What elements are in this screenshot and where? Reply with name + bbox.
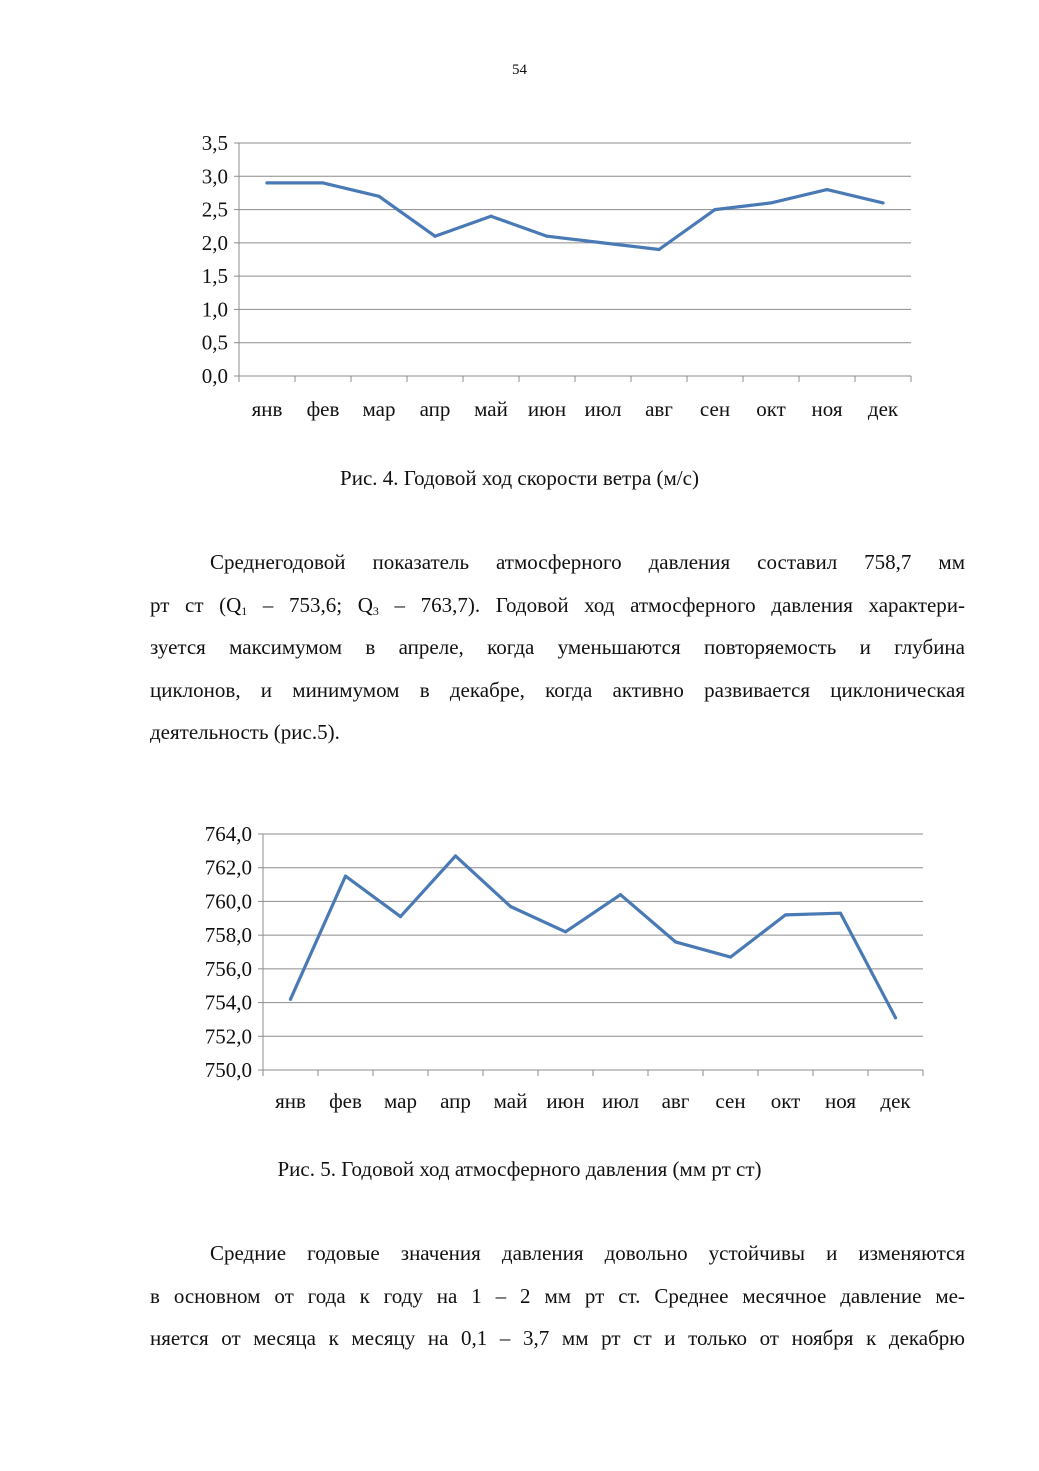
data-point [619, 893, 622, 896]
figure-4-caption: Рис. 4. Годовой ход скорости ветра (м/с) [340, 466, 699, 490]
x-tick-label: окт [756, 397, 786, 421]
y-tick-label: 754,0 [204, 990, 252, 1015]
x-tick-label: дек [867, 397, 899, 421]
y-tick-label: 764,0 [204, 822, 252, 846]
y-tick-label: 2,5 [201, 197, 228, 222]
data-point [729, 955, 732, 958]
data-point [839, 912, 842, 915]
wind-speed-chart [0, 0, 1039, 440]
y-tick-label: 762,0 [204, 855, 252, 880]
data-point [321, 181, 324, 184]
x-tick-label: июл [584, 397, 622, 421]
paragraph-line [150, 1232, 965, 1275]
y-tick-label: 0,5 [201, 330, 228, 355]
x-tick-label: ноя [811, 397, 843, 421]
figure-5-caption: Рис. 5. Годовой ход атмосферного давления (мм рт ст) [277, 1157, 762, 1181]
x-tick-label: мар [384, 1089, 417, 1113]
x-tick-label: фев [306, 397, 340, 421]
x-tick-label: июн [546, 1089, 585, 1113]
paragraph-text: в основном от года к году на 1 – 2 мм рт ст. Среднее месячное давление ме- [150, 1283, 965, 1308]
x-tick-label: апр [419, 397, 451, 421]
y-tick-label: 750,0 [204, 1058, 252, 1082]
y-tick-label: 3,5 [201, 131, 228, 155]
y-tick-label: 1,5 [201, 264, 228, 289]
x-tick-label: янв [275, 1089, 306, 1113]
paragraph-line [150, 584, 965, 627]
data-point [713, 208, 716, 211]
paragraph-line [150, 1275, 965, 1318]
y-tick-label: 1,0 [201, 297, 228, 322]
pressure-chart-svg [0, 780, 1039, 1140]
x-tick-label: окт [770, 1089, 801, 1113]
x-tick-label: сен [715, 1089, 746, 1113]
y-tick-label: 2,0 [201, 230, 228, 255]
data-point [564, 930, 567, 933]
paragraph-pressure-summary [150, 541, 965, 754]
x-tick-label: июл [602, 1089, 639, 1113]
pressure-chart [0, 780, 1039, 1140]
y-tick-label: 756,0 [204, 956, 252, 981]
paragraph-line [150, 626, 965, 669]
data-point [545, 235, 548, 238]
x-tick-label: фев [329, 1089, 362, 1113]
paragraph-text: циклонов, и минимумом в декабре, когда активно развивается циклоническая [150, 677, 965, 702]
series-line [291, 856, 896, 1018]
paragraph-text: Среднегодовой показатель атмосферного давления составил 758,7 мм [210, 550, 965, 574]
data-point [657, 248, 660, 251]
paragraph-text: рт ст (Q [150, 592, 242, 617]
x-tick-label: сен [699, 397, 731, 421]
paragraph-text: няется от месяца к месяцу на 0,1 – 3,7 мм рт ст и только от ноября к декабрю [150, 1326, 965, 1350]
data-point [399, 915, 402, 918]
data-point [881, 201, 884, 204]
wind-speed-chart-svg [0, 0, 1039, 440]
data-point [489, 215, 492, 218]
x-tick-label: авг [645, 397, 673, 421]
y-tick-label: 3,0 [201, 164, 228, 189]
x-tick-label: янв [251, 397, 283, 421]
paragraph-text: Средние годовые значения давления довольно устойчивы и изменяются [210, 1241, 965, 1265]
subscript: 3 [372, 603, 379, 618]
data-point [674, 940, 677, 943]
paragraph-line [150, 541, 965, 584]
y-tick-label: 752,0 [204, 1024, 252, 1049]
data-point [454, 854, 457, 857]
data-point [344, 875, 347, 878]
data-point [509, 905, 512, 908]
y-tick-label: 760,0 [204, 889, 252, 914]
data-point [784, 913, 787, 916]
paragraph-text: – 763,7). Годовой ход атмосферного давления характери- [378, 592, 966, 617]
data-point [894, 1016, 897, 1019]
paragraph-line [150, 669, 965, 712]
data-point [433, 235, 436, 238]
paragraph-line [150, 1317, 965, 1360]
x-tick-label: май [493, 1089, 528, 1113]
data-point [601, 241, 604, 244]
x-tick-label: май [474, 397, 508, 421]
subscript: 1 [241, 603, 248, 618]
data-point [265, 181, 268, 184]
x-tick-label: мар [362, 397, 396, 421]
x-tick-label: дек [880, 1089, 911, 1113]
x-tick-label: апр [440, 1089, 471, 1113]
x-tick-label: июн [527, 397, 567, 421]
paragraph-line [150, 711, 965, 754]
x-tick-label: ноя [825, 1089, 856, 1113]
page-number: 54 [512, 62, 527, 78]
paragraph-text: деятельность (рис.5). [150, 720, 340, 744]
series-line [267, 183, 883, 250]
paragraph-pressure-variability [150, 1232, 965, 1360]
data-point [769, 201, 772, 204]
y-tick-label: 758,0 [204, 923, 252, 948]
data-point [289, 998, 292, 1001]
data-point [377, 195, 380, 198]
paragraph-text: зуется максимумом в апреле, когда уменьшаются повторяемость и глубина [150, 635, 965, 659]
y-tick-label: 0,0 [201, 364, 228, 388]
paragraph-text: – 753,6; Q [247, 592, 373, 617]
data-point [825, 188, 828, 191]
x-tick-label: авг [661, 1089, 690, 1113]
